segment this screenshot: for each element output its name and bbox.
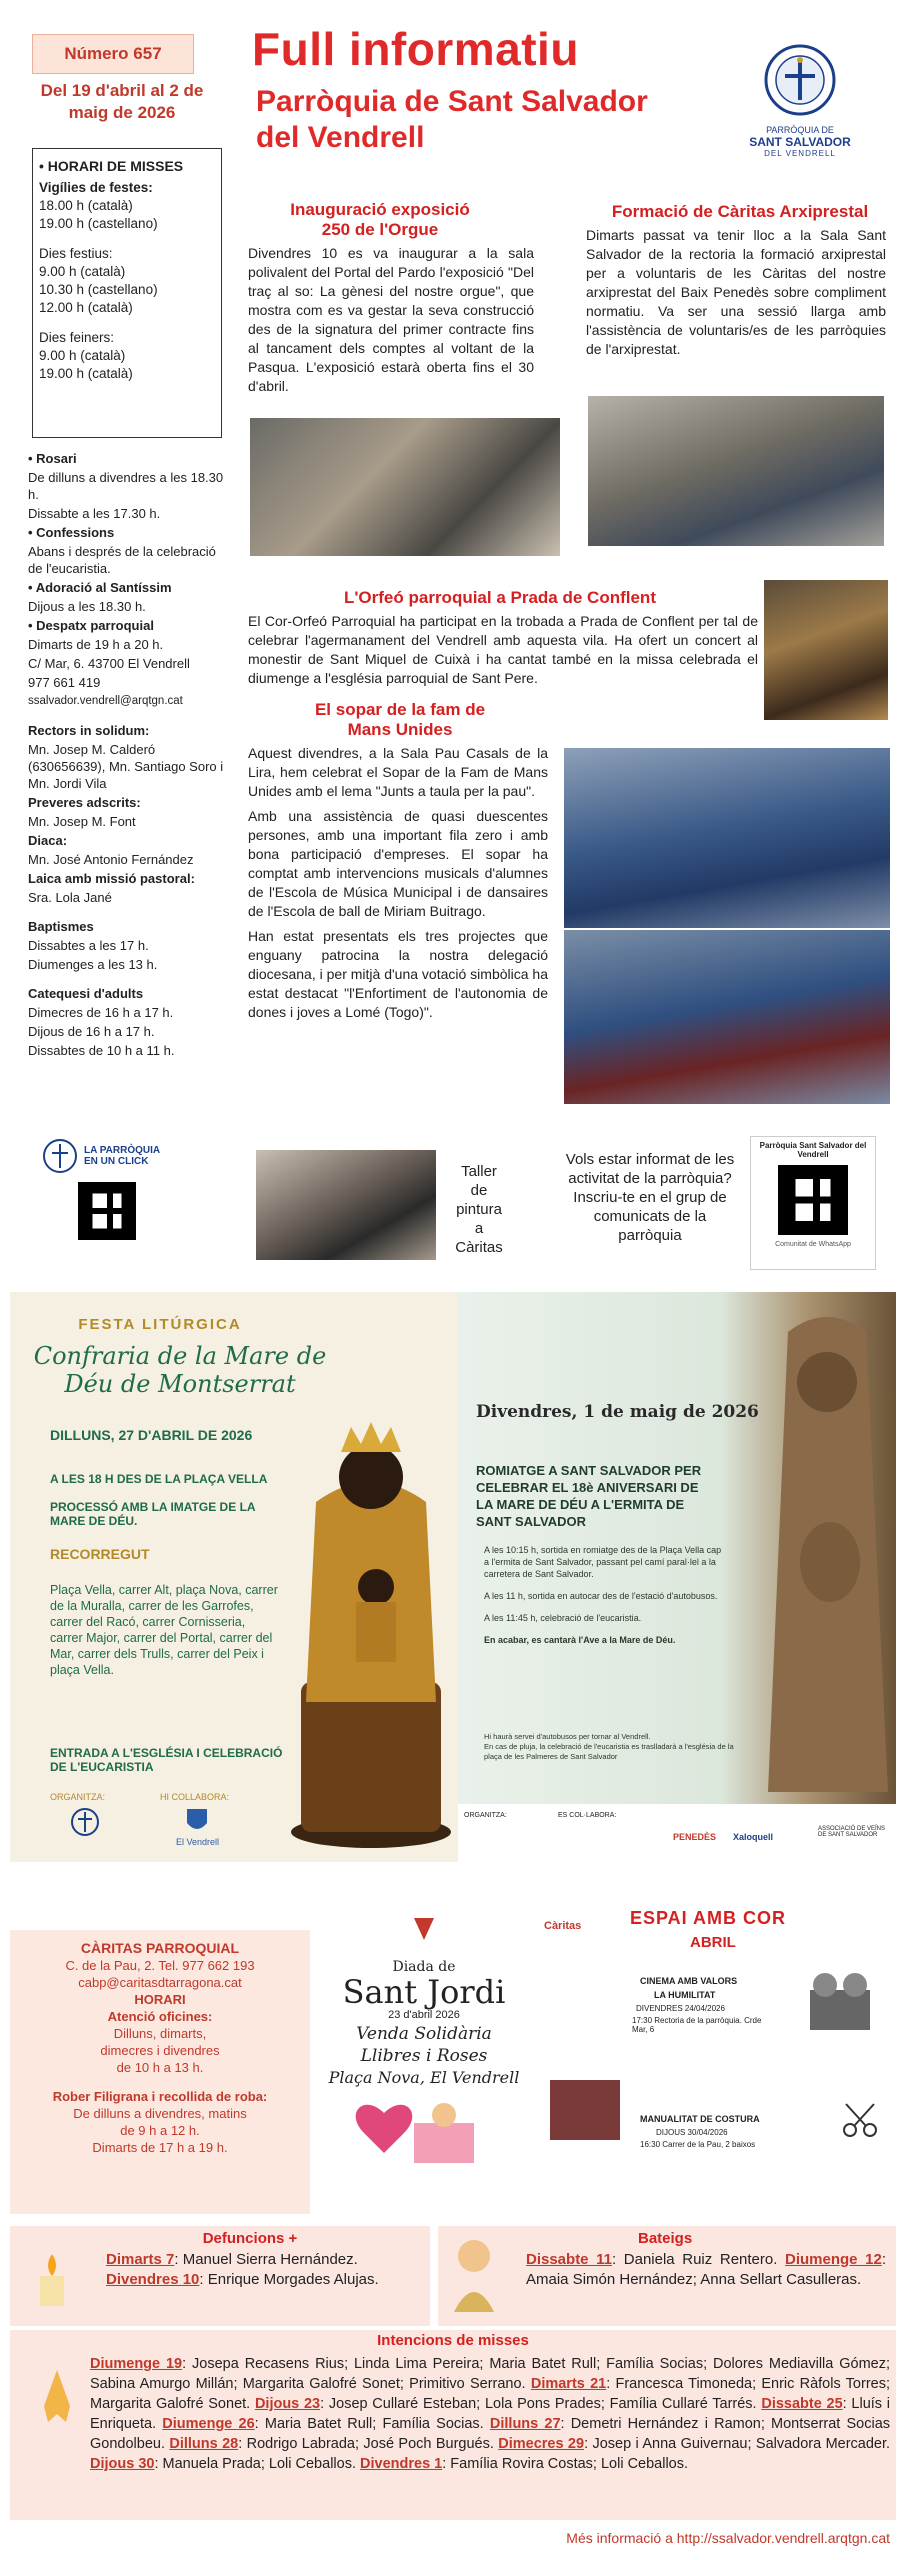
praying-hands-icon xyxy=(32,2366,82,2426)
intencions-de-misses-box: Intencions de misses Diumenge 19: Josepa Recasens Rius; Linda Lima Pereira; Maria Batet Rull; Família Socias; Dolores Mediavilla Gómez; Sabina Amurgo Millán; Margarita Galofré Sonet; Primitivo Serrano. Dimarts 21: Francesca Timoneda; Enric Ràfols Torres; Margarita Galofré Sonet. Dijous 23: Josep Cullaré Esteban; Lola Pons Prades; Família Cullaré Tarrés. Dissabte 25: Lluís i Enriqueta. Diumenge 26: Maria Batet Rull; Família Socias. Dilluns 27: Demetri Hernández i Ramon; Montserrat Socias Gondolbeu. Dilluns 28: Rodrigo Labrada; José Poch Burgués. Dimecres 29: Josep i Anna Guivernau; Salvadora Mercader. Dijous 30: Manuela Prada; Loli Ceballos. Divendres 1: Família Rovira Costas; Loli Ceballos. xyxy=(10,2330,896,2520)
sopar-photo-1 xyxy=(564,748,890,928)
page-subtitle: Parròquia de Sant Salvador del Vendrell xyxy=(256,85,648,154)
vendrell-crest-icon xyxy=(185,1807,209,1835)
mass-schedule-box: • HORARI DE MISSES Vigílies de festes: 18.00 h (català) 19.00 h (castellano) Dies festius: 9.00 h (català) 10.30 h (castellano) 12.00 h (català) Dies feiners: 9.00 h (català) 19.00 h (català) xyxy=(32,148,222,438)
issue-dates: Del 19 d'abril al 2 de maig de 2026 xyxy=(40,81,204,122)
page-title: Full informatiu xyxy=(252,23,579,75)
sewing-photo xyxy=(550,2080,620,2140)
taller-pintura-photo xyxy=(256,1150,436,1260)
confraria-logo-icon xyxy=(70,1807,100,1837)
taller-caption: Taller de pintura a Càritas xyxy=(455,1163,503,1256)
parish-logo: PARRÒQUIA DE SANT SALVADOR DEL VENDRELL xyxy=(740,40,860,170)
article-mans-unides-title: El sopar de la fam de Mans Unides xyxy=(314,700,486,739)
whatsapp-qr-code[interactable] xyxy=(778,1165,848,1235)
scissors-icon xyxy=(840,2100,880,2140)
mare-de-deu-statue-image xyxy=(286,1382,456,1852)
whatsapp-invite-text: Vols estar informat de les activitat de la parròquia? Inscriu-te en el grup de comunicats de la parròquia xyxy=(565,1151,735,1244)
parish-click-banner[interactable]: LA PARRÒQUIA EN UN CLICK xyxy=(42,1138,192,1240)
sant-jordi-flyer: Diada de Sant Jordi 23 d'abril 2026 Venda Solidària Llibres i Roses Plaça Nova, El Vendrell xyxy=(310,1900,538,2220)
whatsapp-qr-card[interactable]: Parròquia Sant Salvador del Vendrell Comunitat de WhatsApp xyxy=(750,1136,876,1270)
orfeo-concert-photo xyxy=(764,580,888,720)
article-orgue-text: Divendres 10 es va inaugurar a la sala polivalent del Portal del Pardo l'exposició "Del traç al so: La gènesi del nostre orgue", que mostra com es va gestar la seva construcció des de la signatura del primer contracte fins al tancament dels comptes al voltant de la Pasqua. L'exposició estarà oberta fins el 30 d'abril. xyxy=(248,245,534,394)
baptism-illustration xyxy=(444,2232,504,2312)
parish-qr-code[interactable] xyxy=(78,1182,136,1240)
article-orfeo-title: L'Orfeó parroquial a Prada de Conflent xyxy=(344,588,656,607)
caritas-training-photo xyxy=(588,396,884,546)
candle-icon xyxy=(32,2248,72,2308)
issue-number: Número 657 xyxy=(32,34,194,74)
sopar-photo-2 xyxy=(564,930,890,1104)
defuncions-box: Defuncions + Dimarts 7: Manuel Sierra Hernández. Divendres 10: Enrique Morgades Alujas. xyxy=(10,2226,430,2326)
caritas-info-box: CÀRITAS PARROQUIAL C. de la Pau, 2. Tel. 977 662 193 cabp@caritasdtarragona.cat HORARI Atenció oficines: Dilluns, dimarts, dimecres i divendres de 10 h a 13 h. Rober Filigrana i recollida de roba: De dilluns a divendres, matins de 9 h a 12 h. Dimarts de 17 h a 19 h. xyxy=(10,1930,310,2214)
wooden-statue-image xyxy=(758,1312,896,1802)
article-mans-unides-text: Aquest divendres, a la Sala Pau Casals de la Lira, hem celebrat el Sopar de la Fam de Mans Unides amb el lema "Junts a taula per la pau". Amb una assistència de quasi duescentes persones, amb una important fila zero i amb bona participació d'empreses. El sopar ha comptat amb intervencions musicals d'alumnes de l'Escola de Música Municipal i de dansaires de l'Escola de ball de Miriam Buitrago. Han estat presentats els tres projectes que enguany patrocina la nostra delegació diocesana, i per mitjà d'una votació simbòlica ha estat destacat "l'Enfortiment de l'autonomia de dones i joves a Lomé (Togo)". xyxy=(248,745,548,1020)
book-heart-illustration xyxy=(344,2093,504,2173)
article-caritas-text: Dimarts passat va tenir lloc a la Sala Sant Salvador de la rectoria la formació arxiprestal per a voluntaris de les Càritas del nostre arxiprestat del Baix Penedès sobre compliment normatiu. Va ser una sessió llarga amb l'assistència de voluntaris/es de les parròquies de l'arxiprestat. xyxy=(586,227,886,357)
article-caritas-title: Formació de Càritas Arxiprestal xyxy=(611,202,869,221)
article-orgue-title: Inauguració exposició 250 de l'Orgue xyxy=(290,200,470,239)
bateigs-box: Bateigs Dissabte 11: Daniela Ruiz Rentero. Diumenge 12: Amaia Simón Hernández; Anna Sellart Casulleras. xyxy=(438,2226,896,2326)
parish-emblem-icon xyxy=(755,40,845,120)
montserrat-festa-poster: FESTA LITÚRGICA Confraria de la Mare de Déu de Montserrat DILLUNS, 27 D'ABRIL DE 2026 A LES 18 H DES DE LA PLAÇA VELLA PROCESSÓ AMB LA IMATGE DE LA MARE DE DÉU. RECORREGUT Plaça Vella, carrer Alt, plaça Nova, carrer de la Muralla, carrer de les Garrofes, carrer del Racó, carrer Cornisseria, carrer Major, carrer del Portal, carrer del Mar, carrer dels Trulls, carrer del Peix i plaça Vella. ENTRADA A L'ESGLÉSIA I CELEBRACIÓ DE L'EUCARISTIA ORGANITZA: HI COLLABORA: El Vendrell Divendres, 1 de maig de 2026 ROMIATGE A SANT SALVADOR PER CELEBRAR EL 18è ANIVERSARI DE LA MARE DE DÉU A L'ERMITA DE SANT SALVADOR A les 10:15 h, sortida en romiatge des de la Plaça Vella cap a l'ermita de Sant Salvador, passant pel camí paral·lel a la carretera de Sant Salvador. A les 11 h, sortida en autocar des de l'estació d'autobusos. A les 11:45 h, celebració de l'eucaristia. En acabar, es cantarà l'Ave a la Mare de Déu. Hi haurà servei d'autobusos per tornar al Vendrell. En cas de pluja, la celebració de l'eucaristia es traslladarà a l'església de la plaça de les Palmeres de Sant Salvador ORGANITZA: ES COL·LABORA: PENEDÈS Xaloquell ASSOCIACIÓ DE VEÏNS DE SANT SALVADOR xyxy=(10,1292,896,1862)
parish-emblem-small-icon xyxy=(42,1138,78,1174)
film-projector-icon xyxy=(800,1970,880,2040)
caritas-logo-icon xyxy=(404,1914,444,1944)
article-orfeo-text: El Cor-Orfeó Parroquial ha participat en la trobada a Prada de Conflent per tal de celebrar l'agermanament del Vendrell amb aquesta vila. Ha ofert un concert al monestir de Sant Miquel de Cuixà i ha cantat també en la missa celebrada el diumenge a l'església parroquial de Sant Pere. xyxy=(248,613,758,686)
espai-amb-cor-flyer: Càritas ESPAI AMB COR ABRIL CINEMA AMB VALORS LA HUMILITAT DIVENDRES 24/04/2026 17:30 Rectoria de la parròquia. Crde Mar, 6 MANUALITAT DE COSTURA DIJOUS 30/04/2026 16:30 Carrer de la Pau, 2 baixos xyxy=(540,1900,896,2220)
footer-link[interactable]: Més informació a http://ssalvador.vendrell.arqtgn.cat xyxy=(566,2530,890,2546)
orgue-exhibition-photo xyxy=(250,418,560,556)
parish-info-sidebar: • Rosari De dilluns a divendres a les 18.30 h. Dissabte a les 17.30 h. • Confessions Abans i després de la celebració de l'eucaristia. • Adoració al Santíssim Dijous a les 18.30 h. • Despatx parroquial Dimarts de 19 h a 20 h. C/ Mar, 6. 43700 El Vendrell 977 661 419 ssalvador.vendrell@arqtgn.cat Rectors in solidum: Mn. Josep M. Calderó (630656639), Mn. Santiago Soro i Mn. Jordi Vila Preveres adscrits: Mn. Josep M. Font Diaca: Mn. José Antonio Fernández Laica amb missió pastoral: Sra. Lola Jané Baptismes Dissabtes a les 17 h. Diumenges a les 13 h. Catequesi d'adults Dimecres de 16 h a 17 h. Dijous de 16 h a 17 h. Dissabtes de 10 h a 11 h. xyxy=(28,451,224,1058)
